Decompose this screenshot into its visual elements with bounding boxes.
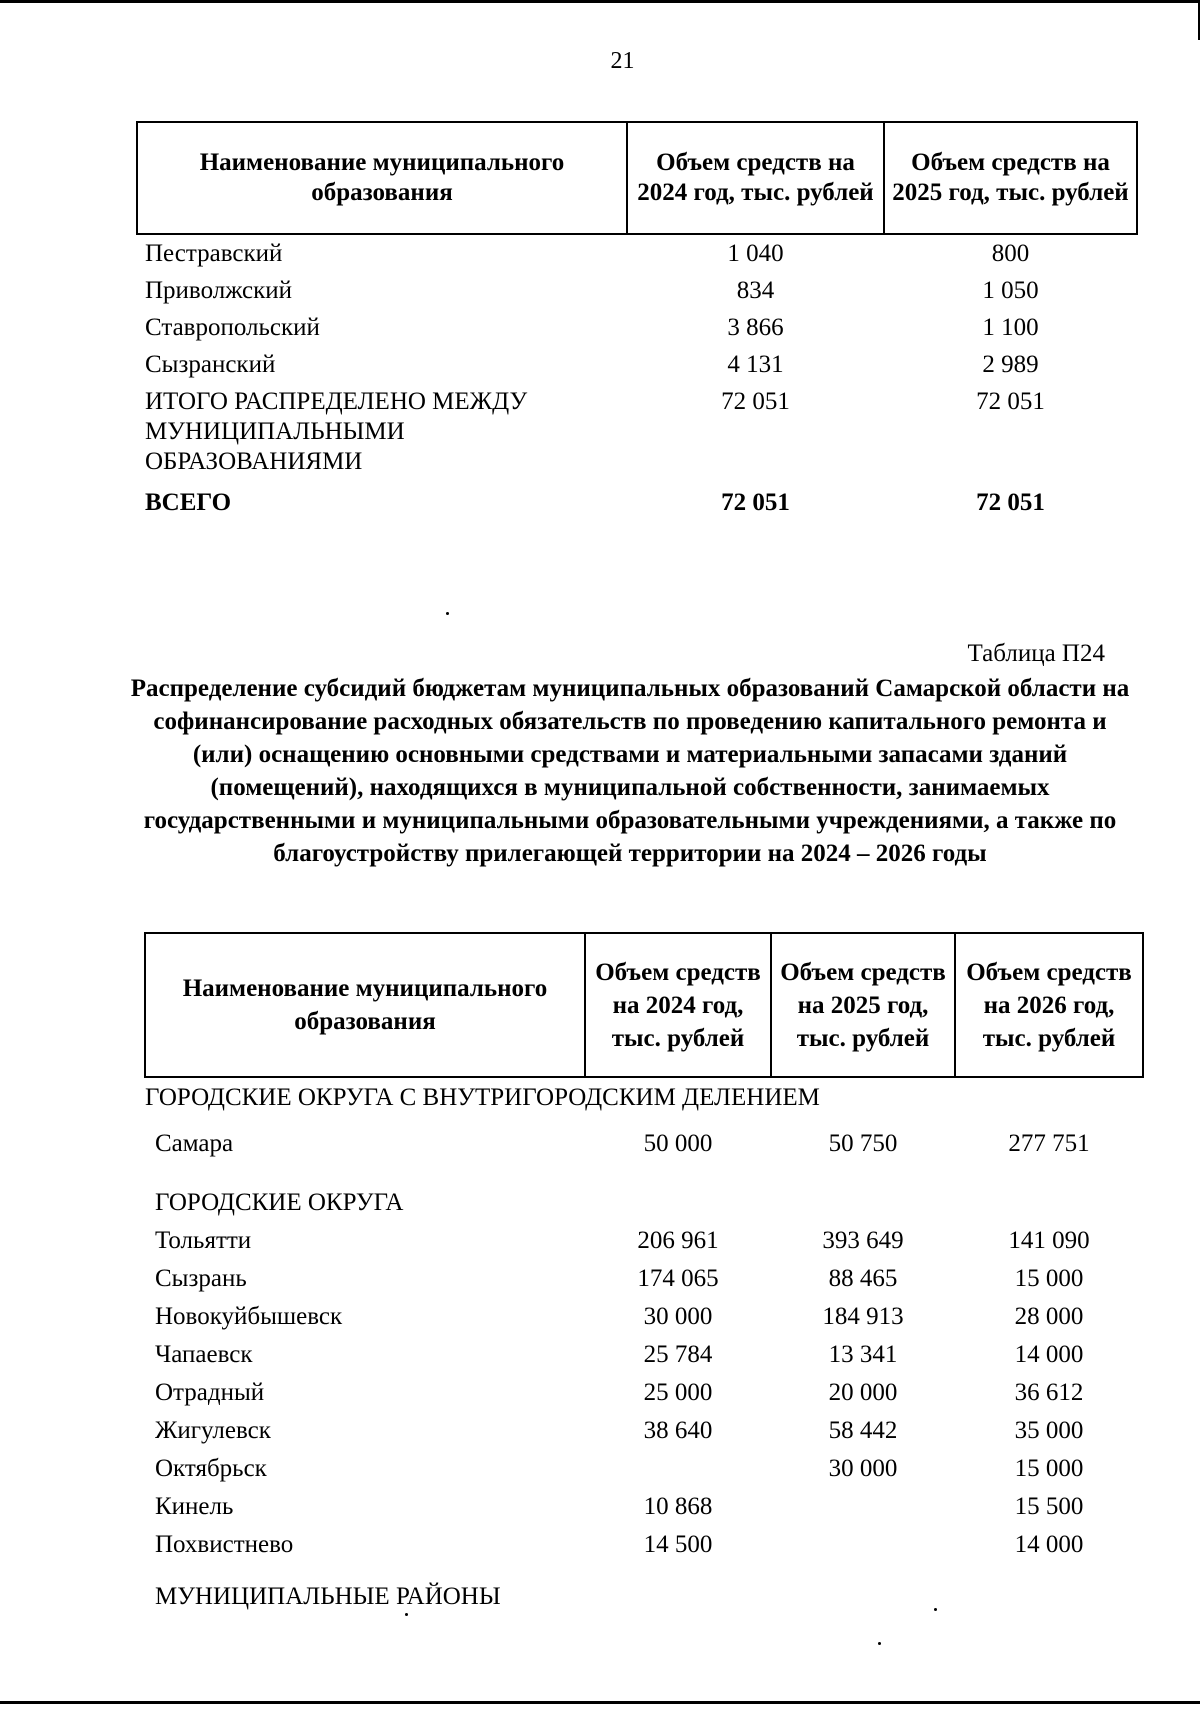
row-value-2024: 14 500 (643, 1531, 713, 1558)
scan-speck (446, 612, 449, 615)
total-value-2024: 72 051 (721, 489, 790, 516)
section-heading: ГОРОДСКИЕ ОКРУГА С ВНУТРИГОРОДСКИМ ДЕЛЕНИЕМ (145, 1084, 820, 1111)
row-value-2024 (585, 1450, 771, 1488)
scan-edge-bottom (0, 1701, 1200, 1704)
row-value-2026: 15 000 (1014, 1265, 1084, 1292)
row-value-2024: 174 065 (637, 1265, 719, 1292)
row-name: Самара (155, 1130, 234, 1157)
page-number: 21 (610, 48, 635, 74)
row-value-2024: 50 000 (643, 1130, 713, 1157)
row-value-2026: 15 000 (1014, 1455, 1084, 1482)
row-value-2025: 2 989 (982, 351, 1039, 378)
row-value-2026: 14 000 (1014, 1531, 1084, 1558)
row-name: Сызранский (145, 351, 276, 378)
row-value-2024: 4 131 (727, 351, 784, 378)
row-name: Жигулевск (155, 1417, 271, 1444)
table1-header-2025: Объем средств на 2025 год, тыс. рублей (884, 122, 1137, 234)
scan-speck (878, 1642, 881, 1645)
table-row (145, 1526, 1143, 1564)
row-value-2024: 25 000 (643, 1379, 713, 1406)
row-value-2026: 28 000 (1014, 1303, 1084, 1330)
row-value-2025: 50 750 (828, 1130, 898, 1157)
row-value-2025: 393 649 (822, 1227, 904, 1254)
table-row (145, 1260, 1143, 1298)
table-row (145, 1450, 1143, 1488)
table-row (145, 1298, 1143, 1336)
table-p24 (144, 932, 1144, 1616)
row-name: Сызрань (155, 1265, 247, 1292)
table2-header-row (145, 933, 1143, 1077)
row-value-2026: 14 000 (1014, 1341, 1084, 1368)
row-value-2024: 1 040 (727, 240, 784, 267)
row-value-2025: 1 100 (982, 314, 1039, 341)
row-value-2024: 10 868 (643, 1493, 713, 1520)
subtotal-row (137, 383, 1137, 480)
row-name: Отрадный (155, 1379, 265, 1406)
row-name: Приволжский (145, 277, 293, 304)
row-name: Похвистнево (155, 1531, 294, 1558)
row-value-2025: 13 341 (828, 1341, 898, 1368)
table-previous-continuation (136, 121, 1138, 521)
row-name: Пестравский (145, 240, 283, 267)
table2-header-2025: Объем средств на 2025 год, тыс. рублей (771, 933, 955, 1077)
row-value-2025: 58 442 (828, 1417, 898, 1444)
table-row (137, 346, 1137, 383)
subtotal-label: ИТОГО РАСПРЕДЕЛЕНО МЕЖДУ МУНИЦИПАЛЬНЫМИ ОБРАЗОВАНИЯМИ (145, 388, 528, 475)
row-name: Ставропольский (145, 314, 320, 341)
table2-header-2026: Объем средств на 2026 год, тыс. рублей (955, 933, 1143, 1077)
section-heading: ГОРОДСКИЕ ОКРУГА (155, 1189, 404, 1216)
total-label: ВСЕГО (145, 489, 232, 516)
subtotal-value-2024: 72 051 (721, 388, 790, 415)
table2-header-name: Наименование муниципального образования (145, 933, 585, 1077)
table-title: Распределение субсидий бюджетам муниципальных образований Самарской области на софинансирование расходных обязательств по проведению капитального ремонта и (или) оснащению основными средствами и материальными запасами зданий (помещений), находящихся в муниципальной собственности, занимаемых государственными и муниципальными образовательными учреждениями, а также по благоустройству прилегающей территории на 2024 – 2026 годы (130, 675, 1130, 867)
total-row (137, 480, 1137, 521)
row-value-2024: 3 866 (727, 314, 784, 341)
table-row (137, 234, 1137, 272)
table-row (145, 1336, 1143, 1374)
row-value-2026: 141 090 (1008, 1227, 1090, 1254)
section-row (145, 1170, 1143, 1222)
row-value-2024: 38 640 (643, 1417, 713, 1444)
table-row (145, 1118, 1143, 1170)
table-row (137, 309, 1137, 346)
row-value-2024: 25 784 (643, 1341, 713, 1368)
row-value-2026: 36 612 (1014, 1379, 1084, 1406)
row-value-2025: 800 (991, 240, 1030, 267)
row-value-2024: 834 (736, 277, 775, 304)
section-row (145, 1564, 1143, 1616)
row-name: Кинель (155, 1493, 234, 1520)
scan-speck (405, 1613, 408, 1616)
row-value-2026: 35 000 (1014, 1417, 1084, 1444)
row-name: Октябрьск (155, 1455, 267, 1482)
scan-speck (934, 1608, 937, 1611)
row-value-2025: 20 000 (828, 1379, 898, 1406)
row-value-2025: 30 000 (828, 1455, 898, 1482)
row-name: Тольятти (155, 1227, 252, 1254)
total-value-2025: 72 051 (976, 489, 1045, 516)
scan-edge-top (0, 0, 1200, 3)
table-row (145, 1374, 1143, 1412)
row-value-2026: 277 751 (1008, 1130, 1090, 1157)
table-row (137, 272, 1137, 309)
table-row (145, 1222, 1143, 1260)
row-name: Новокуйбышевск (155, 1303, 343, 1330)
row-value-2025: 1 050 (982, 277, 1039, 304)
subtotal-value-2025: 72 051 (976, 388, 1045, 415)
table2-header-2024: Объем средств на 2024 год, тыс. рублей (585, 933, 771, 1077)
section-row (145, 1077, 1143, 1118)
row-value-2024: 206 961 (637, 1227, 719, 1254)
section-heading: МУНИЦИПАЛЬНЫЕ РАЙОНЫ (155, 1583, 501, 1610)
table-row (145, 1412, 1143, 1450)
row-value-2026: 15 500 (1014, 1493, 1084, 1520)
row-name: Чапаевск (155, 1341, 253, 1368)
table-label: Таблица П24 (967, 640, 1105, 667)
row-value-2025: 184 913 (822, 1303, 904, 1330)
table1-header-row (137, 122, 1137, 234)
table1-header-2024: Объем средств на 2024 год, тыс. рублей (627, 122, 884, 234)
row-value-2025 (771, 1488, 955, 1526)
table-row (145, 1488, 1143, 1526)
row-value-2025 (771, 1526, 955, 1564)
row-value-2025: 88 465 (828, 1265, 898, 1292)
table1-header-name: Наименование муниципального образования (137, 122, 627, 234)
row-value-2024: 30 000 (643, 1303, 713, 1330)
